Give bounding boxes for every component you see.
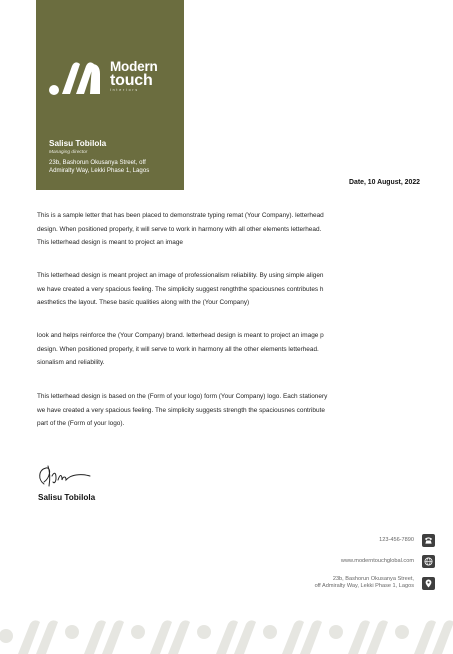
paragraph-4 (37, 390, 417, 431)
contact-address (315, 576, 435, 590)
contact-website-text: www.moderntouchglobal.com (340, 558, 414, 564)
letter-date: Date, 10 August, 2022 (349, 179, 420, 186)
brand-name-line1: Modern (110, 59, 158, 74)
paragraph-line: design. When positioned properly, it will serve to work in harmony all the other elements letterhead. (37, 345, 319, 353)
letterhead-header (36, 0, 184, 190)
footer-pattern (0, 610, 453, 654)
logo-mark-icon (48, 58, 106, 96)
signatory-name: Salisu Tobilola (38, 493, 96, 502)
brand-name (110, 60, 158, 88)
sender-role: Managing director (49, 150, 88, 155)
contact-address-text (315, 576, 414, 590)
sender-address-line2: Admiralty Way, Lekki Phase 1, Lagos (49, 167, 150, 174)
location-pin-icon (422, 577, 435, 590)
paragraph-2 (37, 269, 417, 310)
contact-phone-text: 123-456-7890 (379, 537, 414, 543)
paragraph-line: This letterhead design is based on the (Form of your logo) form (Your Company) logo. Each stationery (37, 393, 328, 400)
paragraph-3 (37, 329, 417, 370)
paragraph-line: we have created a very spacious feeling. The simplicity suggests strength the spaciousnes contribute (37, 406, 325, 414)
contact-website (341, 555, 435, 568)
brand-name-line2: touch (110, 72, 153, 89)
paragraph-line: This letterhead design is meant to project an image (37, 239, 183, 246)
handwritten-signature (36, 462, 96, 490)
paragraph-line: we have created a very spacious feeling. The simplicity suggest rengththe spaciousnes contributes h (37, 285, 324, 293)
paragraph-line: sionalism and reliability. (37, 359, 105, 366)
sender-name: Salisu Tobilola (49, 139, 107, 148)
brand-tagline: interiors (110, 88, 139, 92)
sender-address (49, 159, 179, 175)
contact-address-line1: 23b, Bashorun Okusanya Street, (332, 576, 414, 582)
contact-phone (379, 534, 435, 547)
paragraph-line: design. When positioned properly, it will serve to work in harmony with all other elements letterhead. (37, 225, 322, 233)
sender-address-line1: 23b, Bashorun Okusanya Street, off (49, 159, 146, 166)
paragraph-line: look and helps reinforce the (Your Company) brand. letterhead design is meant to project an image p (37, 332, 324, 339)
paragraph-line: This letterhead design is meant project an image of professionalism reliability. By using simple aligen (37, 272, 324, 279)
company-logo (48, 58, 178, 98)
paragraph-line: This is a sample letter that has been placed to demonstrate typing remat (Your Company). letterhead (37, 212, 324, 219)
paragraph-1 (37, 209, 417, 250)
paragraph-line: part of the (Form of your logo). (37, 420, 125, 427)
paragraph-line: aesthetics the layout. These basic qualities along with the (Your Company) (37, 299, 250, 306)
globe-icon (422, 555, 435, 568)
contact-address-line2: off Admiralty Way, Lekki Phase 1, Lagos (314, 583, 414, 589)
phone-icon (422, 534, 435, 547)
